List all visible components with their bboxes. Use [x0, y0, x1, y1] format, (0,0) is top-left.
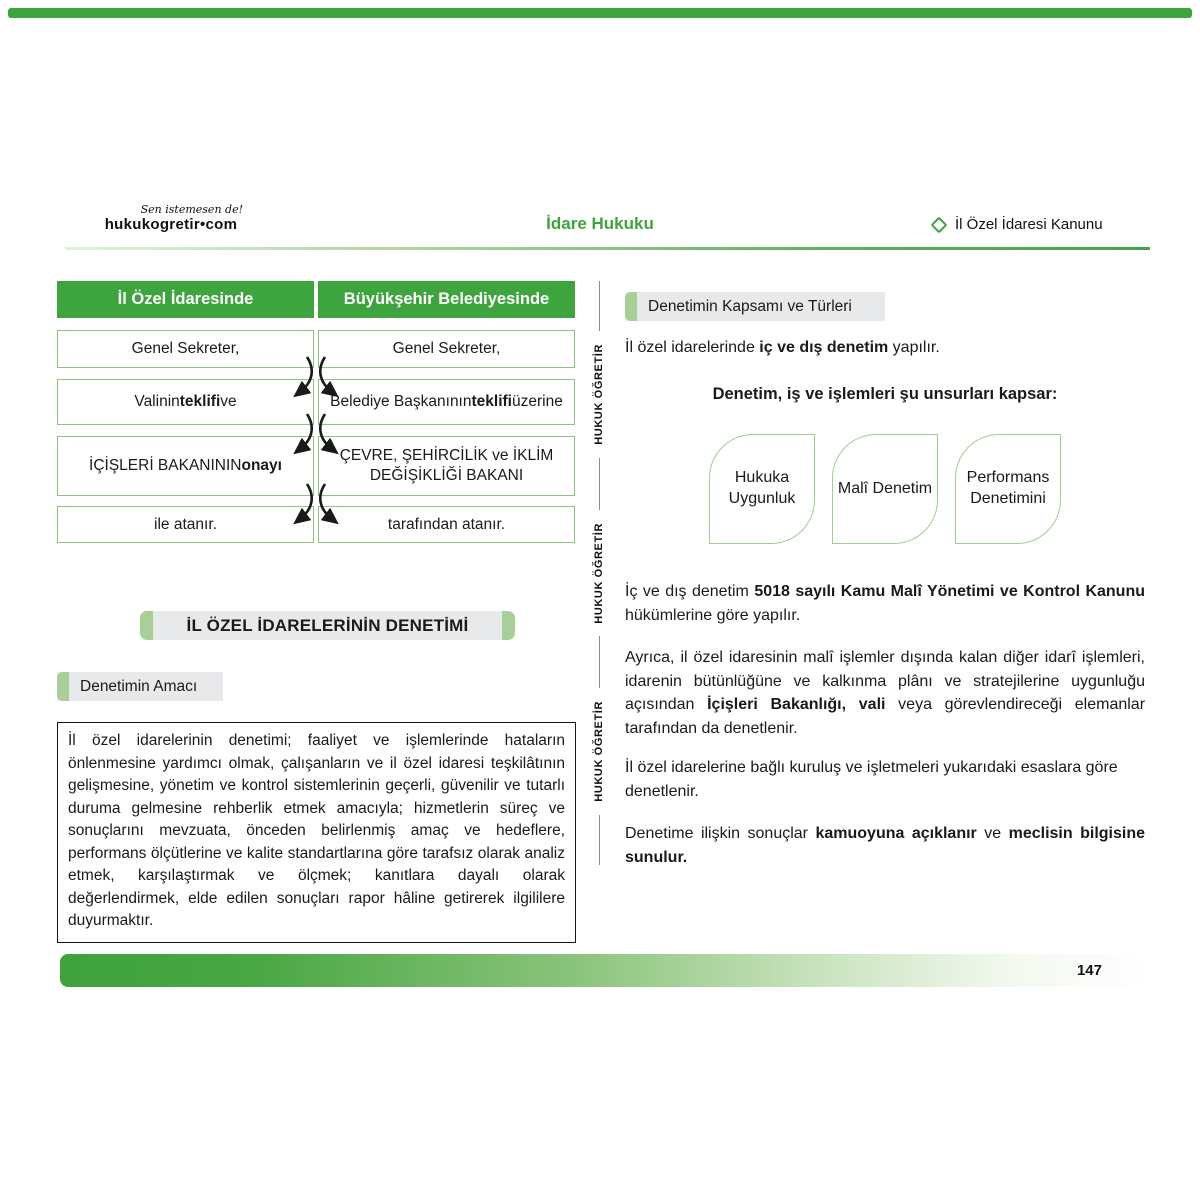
table-cell: ÇEVRE, ŞEHİRCİLİK ve İKLİM DEĞİŞİKLİĞİ BAKANI: [318, 436, 575, 496]
footer-gradient-bar: [60, 954, 1140, 987]
divider-watermark-column: [590, 281, 608, 935]
divider-line: [599, 281, 600, 331]
watermark-text: HUKUK ÖĞRETİR: [593, 344, 605, 445]
curved-arrow-down-right-icon: [319, 410, 345, 456]
table-cell: Valinin teklifi ve: [57, 379, 314, 425]
watermark-text: HUKUK ÖĞRETİR: [593, 701, 605, 803]
intro-text: İl özel idarelerinde iç ve dış denetim yapılır.: [625, 339, 940, 356]
paragraph: Denetime ilişkin sonuçlar kamuoyuna açıklanır ve meclisin bilgisine sunulur.: [625, 825, 1146, 866]
logo-tagline: Sen istemesen de!: [140, 203, 243, 216]
site-logo: [95, 203, 247, 233]
subheading-denetimin-kapsami: [625, 292, 885, 321]
table-cell: ile atanır.: [57, 506, 314, 543]
subheading-denetimin-amaci: [57, 672, 223, 701]
curved-arrow-down-left-icon: [287, 480, 313, 526]
leaf-box-mali-denetim: Malî Denetim: [832, 434, 938, 544]
curved-arrow-down-left-icon: [287, 353, 313, 399]
divider-line: [599, 636, 600, 688]
table-cell: Genel Sekreter,: [57, 330, 314, 368]
table-cell: tarafından atanır.: [318, 506, 575, 543]
top-accent-bar: [8, 8, 1192, 18]
page-number: 147: [1076, 962, 1102, 979]
table-cell: İÇİŞLERİ BAKANININ onayı: [57, 436, 314, 496]
diamond-icon: [931, 216, 948, 233]
divider-line: [599, 815, 600, 865]
paragraph: İl özel idarelerine bağlı kuruluş ve işletmeleri yukarıdaki esaslara göre denetlenir.: [625, 759, 1118, 800]
logo-text: hukukogretir•com: [104, 216, 238, 233]
table-header-left: İl Özel İdaresinde: [57, 281, 314, 318]
chapter-label: İl Özel İdaresi Kanunu: [955, 216, 1103, 233]
section-title: İL ÖZEL İDARELERİNİN DENETİMİ: [186, 616, 469, 635]
leaf-box-hukuka-uygunluk: Hukuka Uygunluk: [709, 434, 815, 544]
audit-type-boxes: [625, 434, 1145, 544]
curved-arrow-down-right-icon: [319, 353, 345, 399]
curved-arrow-down-right-icon: [319, 480, 345, 526]
lead-text: Denetim, iş ve işlemleri şu unsurları kapsar:: [712, 385, 1058, 403]
subheading-cap: [57, 672, 69, 701]
subheading-cap: [625, 292, 637, 321]
purpose-paragraph-box: İl özel idarelerinin denetimi; faaliyet ve işlemlerinde hataların önlenmesine yardımcı olmak, çalışanların ve il özel idaresi teşkilâtının gelişmesine, yönetim ve kontrol sistemlerinin geçerli, güvenilir ve tutarlı duruma gelmesine rehberlik etmek amacıyla; hizmetlerin süreç ve sonuçlarını mevzuata, önceden belirlenmiş amaç ve hedeflere, performans ölçütlerine ve kalite standartlarına göre tarafsız olarak analiz etmek, karşılaştırmak ve ölçmek; kanıtlara dayalı olarak değerlendirmek, elde edilen sonuçları rapor hâline getirerek ilgililere duyurmaktır.: [57, 722, 576, 943]
subheading-label: Denetimin Kapsamı ve Türleri: [648, 298, 852, 315]
curved-arrow-down-left-icon: [287, 410, 313, 456]
table-header-right: Büyükşehir Belediyesinde: [318, 281, 575, 318]
page-title: İdare Hukuku: [546, 214, 654, 233]
divider-line: [599, 458, 600, 510]
chapter-label-group: [933, 216, 1103, 233]
watermark-text: HUKUK ÖĞRETİR: [593, 522, 605, 624]
section-title-bar: [140, 611, 515, 640]
paragraph: İç ve dış denetim 5018 sayılı Kamu Malî Yönetimi ve Kontrol Kanunu hükümlerine göre yapılır.: [625, 583, 1146, 624]
header-divider-line: [65, 247, 1150, 250]
table-cell: Belediye Başkanının teklifi üzerine: [318, 379, 575, 425]
table-cell: Genel Sekreter,: [318, 330, 575, 368]
subheading-label: Denetimin Amacı: [80, 678, 198, 695]
leaf-box-performans-denetimini: Performans Denetimini: [955, 434, 1061, 544]
paragraph: Ayrıca, il özel idaresinin malî işlemler dışında kalan diğer idarî işlemleri, idarenin bütünlüğüne ve kalkınma plânı ve stratejilerine uygunluğu açısından İçişleri Bakanlığı, vali veya görevlendireceği elemanlar tarafından da denetlenir.: [625, 649, 1146, 737]
